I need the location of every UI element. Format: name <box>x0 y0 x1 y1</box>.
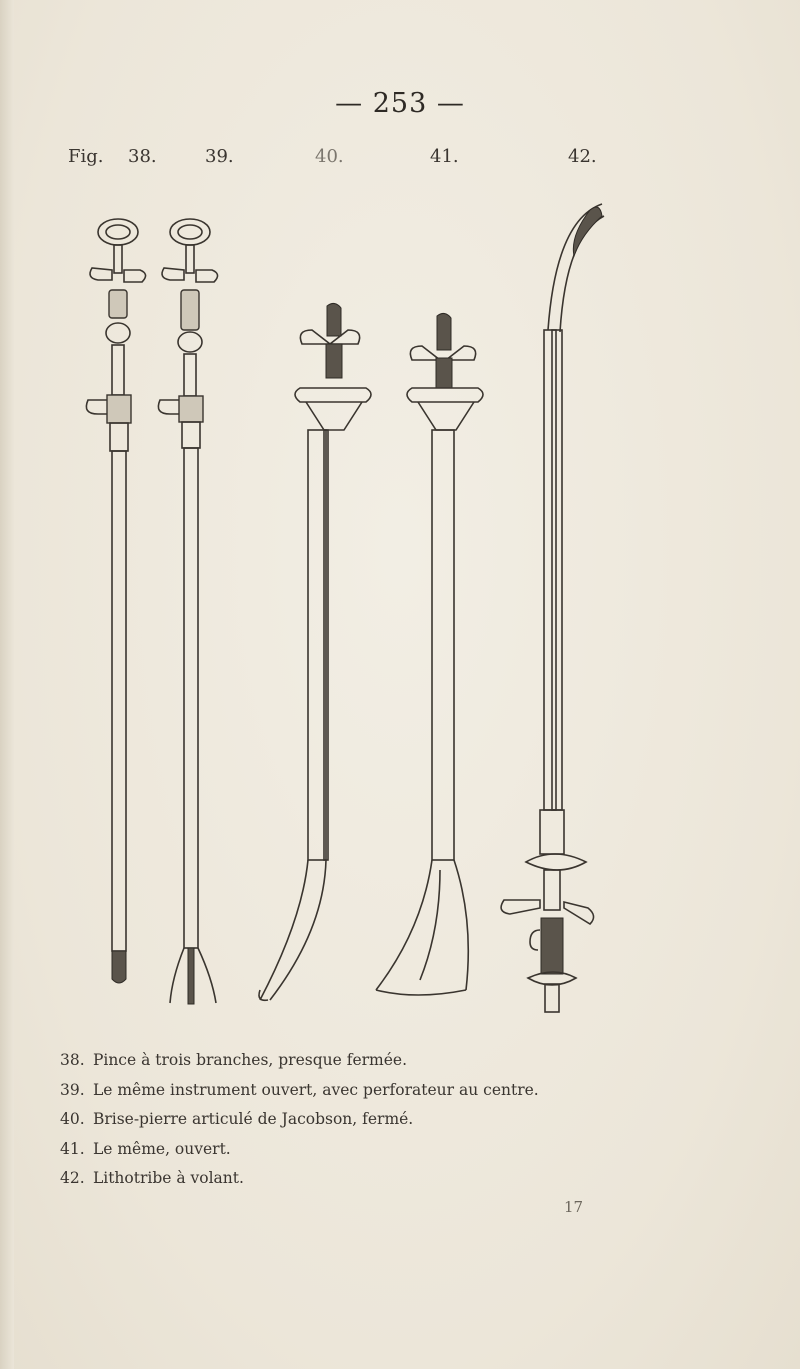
figure-label-41: 41. <box>430 146 459 167</box>
instrument-40-lithotrite-closed <box>259 303 371 1000</box>
figure-label-row <box>0 146 800 176</box>
instrument-39-forceps-open <box>158 219 217 1004</box>
figure-label-38: 38. <box>128 146 157 167</box>
caption-text: Pince à trois branches, presque fermée. <box>92 1051 408 1069</box>
instrument-plate <box>0 180 800 1030</box>
caption-list <box>60 1046 780 1194</box>
caption-text: Lithotribe à volant. <box>92 1169 244 1187</box>
caption-text: Le même instrument ouvert, avec perforateur au centre. <box>92 1080 539 1099</box>
figure-label-42: 42. <box>568 146 597 167</box>
caption-number: 38. <box>60 1051 85 1069</box>
figure-prefix: Fig. <box>68 146 104 167</box>
caption-number: 42. <box>60 1169 85 1187</box>
caption-number: 40. <box>60 1110 85 1128</box>
caption-text: Le même, ouvert. <box>92 1139 231 1158</box>
signature-mark: 17 <box>564 1198 584 1216</box>
caption-text: Brise-pierre articulé de Jacobson, fermé. <box>92 1110 414 1128</box>
caption-number: 39. <box>60 1080 85 1099</box>
instrument-42-lithotribe <box>501 204 604 1012</box>
caption-41 <box>60 1135 780 1165</box>
instrument-38-forceps-closed <box>86 219 145 983</box>
figure-label-40: 40. <box>315 146 344 167</box>
page-number: — 253 — <box>335 88 465 119</box>
caption-38 <box>60 1046 780 1076</box>
caption-42 <box>60 1164 780 1194</box>
caption-39 <box>60 1076 780 1106</box>
figure-label-39: 39. <box>205 146 234 167</box>
caption-40 <box>60 1105 780 1135</box>
instrument-41-lithotrite-open <box>376 313 483 995</box>
caption-number: 41. <box>60 1139 85 1158</box>
